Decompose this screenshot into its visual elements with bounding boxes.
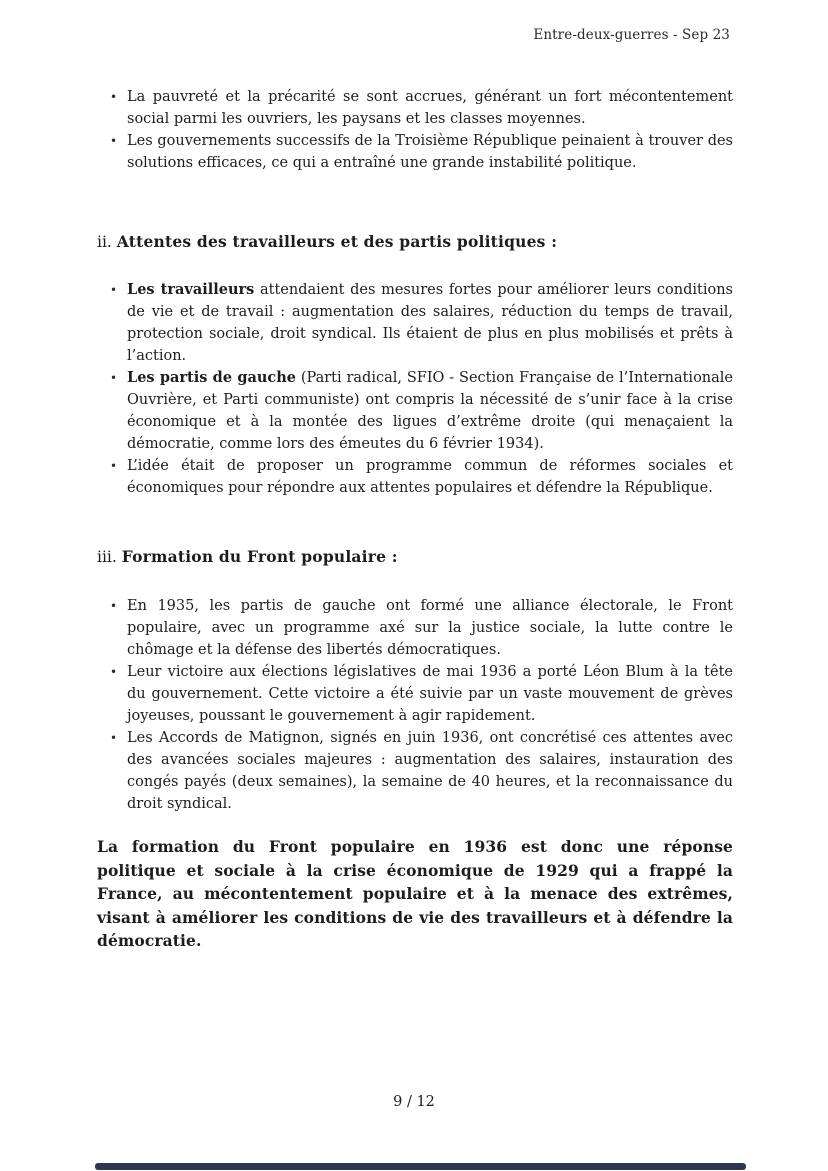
list-item <box>97 727 733 815</box>
list-item <box>97 661 733 727</box>
page-number-indicator: 9 / 12 <box>393 1094 435 1110</box>
intro-bullet-list <box>97 86 733 174</box>
section-ii-number: ii. <box>97 233 117 251</box>
bullet-text: attendaient des mesures fortes pour améliorer leurs conditions de vie et de travail : augmentation des salaires, réduction du temps de travail, protection sociale, droit syndical. Ils étaient de plus en plus mobilisés et prêts à l’action. <box>127 282 733 364</box>
list-item <box>97 86 733 130</box>
bullet-text: En 1935, les partis de gauche ont formé une alliance électorale, le Front populaire, avec un programme axé sur la justice sociale, la lutte contre le chômage et la défense des libertés démocratiques. <box>127 598 733 658</box>
section-ii-heading <box>97 228 733 256</box>
bullet-text: Les gouvernements successifs de la Troisième République peinaient à trouver des solutions efficaces, ce qui a entraîné une grande instabilité politique. <box>127 133 733 171</box>
bullet-text: (Parti radical, SFIO - Section Française de l’Internationale Ouvrière, et Parti communiste) ont compris la nécessité de s’unir face à la crise économique et à la montée des ligues d’extrême droite (qui menaçaient la démocratie, comme lors des émeutes du 6 février 1934). <box>127 370 733 452</box>
bullet-text: La pauvreté et la précarité se sont accrues, générant un fort mécontentement social parmi les ouvriers, les paysans et les classes moyennes. <box>127 89 733 127</box>
bullet-text: Les Accords de Matignon, signés en juin 1936, ont concrétisé ces attentes avec des avancées sociales majeures : augmentation des salaires, instauration des congés payés (deux semaines), la semaine de 40 heures, et la reconnaissance du droit syndical. <box>127 730 733 812</box>
document-content <box>97 0 733 953</box>
section-ii-title: Attentes des travailleurs et des partis politiques : <box>116 232 558 251</box>
conclusion-paragraph: La formation du Front populaire en 1936 est donc une réponse politique et sociale à la crise économique de 1929 qui a frappé la France, au mécontentement populaire et à la menace des extrêmes, visant à améliorer les conditions de vie des travailleurs et à défendre la démocratie. <box>97 837 733 950</box>
section-iii-bullet-list <box>97 595 733 815</box>
list-item <box>97 279 733 367</box>
section-iii-title: Formation du Front populaire : <box>121 547 398 566</box>
section-iii-number: iii. <box>97 548 122 566</box>
bullet-lead: Les travailleurs <box>127 281 255 298</box>
bottom-edge-bar <box>95 1163 746 1170</box>
bullet-text: Leur victoire aux élections législatives de mai 1936 a porté Léon Blum à la tête du gouvernement. Cette victoire a été suivie par un vaste mouvement de grèves joyeuses, poussant le gouvernement à agir rapidement. <box>127 664 733 724</box>
list-item <box>97 595 733 661</box>
bullet-lead: Les partis de gauche <box>127 369 296 386</box>
section-ii-bullet-list <box>97 279 733 499</box>
bullet-text: L’idée était de proposer un programme commun de réformes sociales et économiques pour répondre aux attentes populaires et défendre la République. <box>127 458 733 496</box>
list-item <box>97 455 733 499</box>
section-iii-heading <box>97 543 733 571</box>
list-item <box>97 367 733 455</box>
document-header-title: Entre-deux-guerres - Sep 23 <box>533 27 730 43</box>
list-item <box>97 130 733 174</box>
